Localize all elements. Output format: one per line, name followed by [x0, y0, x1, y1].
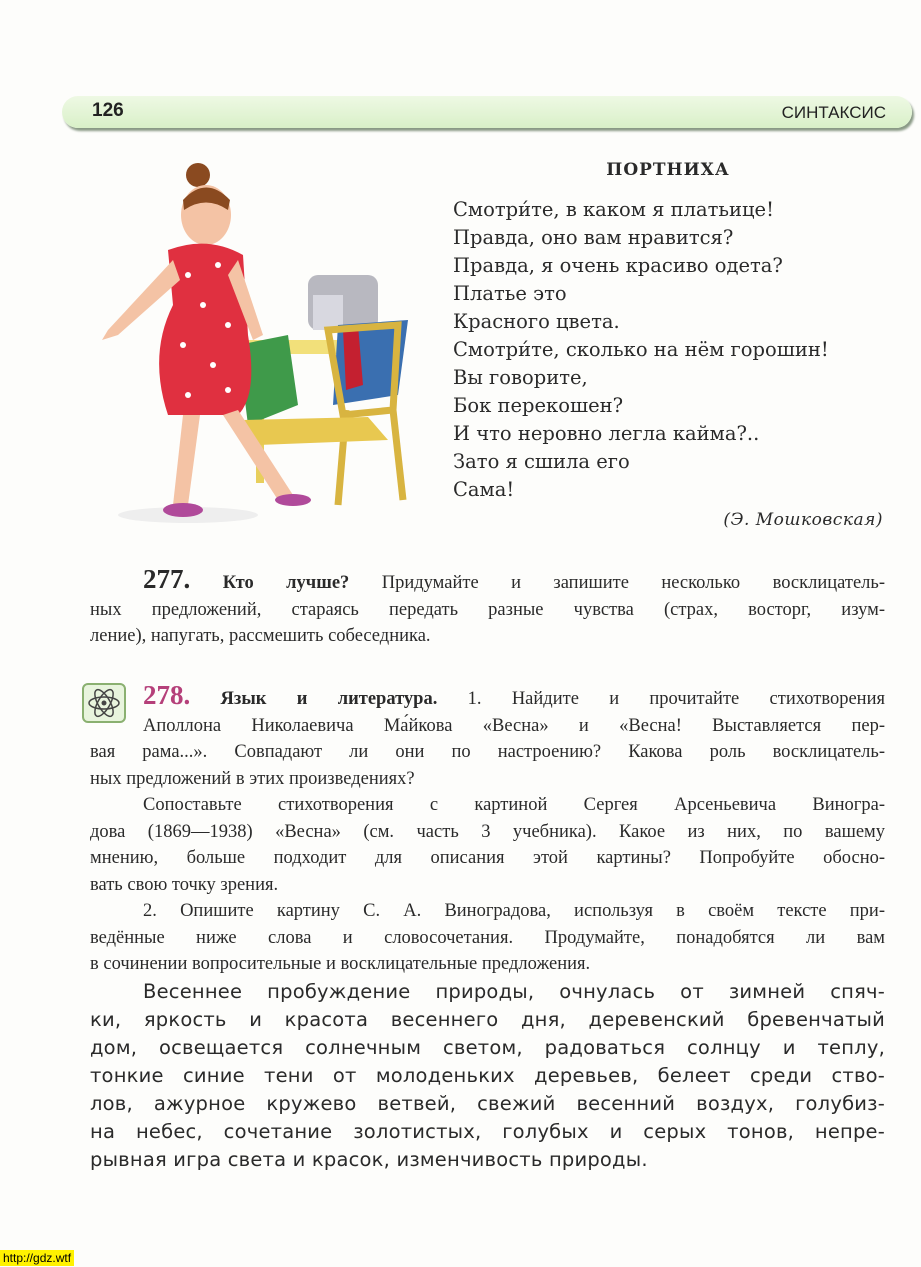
exercise-278 [90, 682, 885, 978]
exercise-277 [90, 566, 885, 650]
exercise-line: ных предложений в этих произведениях? [90, 768, 415, 789]
exercise-line: дова (1869—1938) «Весна» (см. часть 3 учебника). Какое из них, по вашему [90, 821, 885, 842]
poem-line: Смотри́те, сколько на нём горошин! [453, 338, 829, 361]
exercise-line: Придумайте и запишите несколько восклицатель- [349, 573, 885, 593]
exercise-line: вать свою точку зрения. [90, 874, 279, 895]
poem-text [453, 196, 829, 504]
word-list-line: дом, освещается солнечным светом, радоваться солнцу и теплу, [90, 1036, 885, 1059]
exercise-line: в сочинении вопросительные и восклицательные предложения. [90, 954, 591, 974]
exercise-title: Кто лучше? [222, 573, 350, 593]
watermark-link[interactable]: http://gdz.wtf [0, 1250, 74, 1266]
poem-line: Платье это [453, 282, 567, 305]
exercise-line: вая рама...». Совпадают ли они по настроению? Какова роль восклицатель- [90, 742, 885, 762]
exercise-line: мнению, больше подходит для описания этой картины? Попробуйте обосно- [90, 848, 885, 868]
poem-line: Красного цвета. [453, 310, 620, 333]
word-list-line: рывная игра света и красок, изменчивость природы. [90, 1148, 648, 1171]
section-title: СИНТАКСИС [781, 103, 886, 122]
seamstress-girl-illustration [88, 155, 428, 535]
word-list-line: ки, яркость и красота весеннего дня, деревенский бревенчатый [90, 1008, 885, 1031]
page-number: 126 [92, 100, 124, 121]
word-list-line: Весеннее пробуждение природы, очнулась от зимней спяч- [143, 980, 885, 1003]
exercise-number: 278. [143, 680, 191, 710]
exercise-title: Язык и литература. [220, 689, 438, 709]
poem-line: Бок перекошен? [453, 394, 624, 417]
poem-line: Правда, я очень красиво одета? [453, 254, 783, 277]
poem-title: ПОРТНИХА [606, 160, 730, 180]
exercise-line: ление), напугать, рассмешить собеседника. [90, 626, 431, 646]
exercise-line: ных предложений, стараясь передать разные чувства (страх, восторг, изум- [90, 599, 885, 620]
poem-line: Зато я сшила его [453, 450, 630, 473]
exercise-line: 2. Опишите картину С. А. Виноградова, используя в своём тексте при- [143, 901, 885, 921]
word-list-line: лов, ажурное кружево ветвей, свежий весенний воздух, голубиз- [90, 1092, 885, 1115]
poem-line: Правда, оно вам нравится? [453, 226, 734, 249]
poem-line: Смотри́те, в каком я платьице! [453, 198, 774, 221]
exercise-line: 1. Найдите и прочитайте стихотворения [437, 689, 885, 709]
word-list-line: тонкие синие тени от молоденьких деревьев, белеет среди ство- [90, 1064, 885, 1087]
poem-line: Сама! [453, 478, 515, 501]
word-list-paragraph [90, 978, 885, 1174]
exercise-number: 277. [143, 564, 191, 594]
exercise-line: Сопоставьте стихотворения с картиной Сергея Арсеньевича Виногра- [143, 795, 885, 815]
poem-line: Вы говорите, [453, 366, 588, 389]
exercise-line: Аполлона Николаевича Ма́йкова «Весна» и «Весна! Выставляется пер- [143, 715, 885, 736]
poem-line: И что неровно легла кайма?.. [453, 422, 760, 445]
word-list-line: на небес, сочетание золотистых, голубых и серых тонов, непре- [90, 1120, 885, 1143]
poem-author: (Э. Мошковская) [723, 510, 883, 530]
running-header [62, 96, 912, 128]
exercise-line: ведённые ниже слова и словосочетания. Продумайте, понадобятся ли вам [90, 927, 885, 948]
